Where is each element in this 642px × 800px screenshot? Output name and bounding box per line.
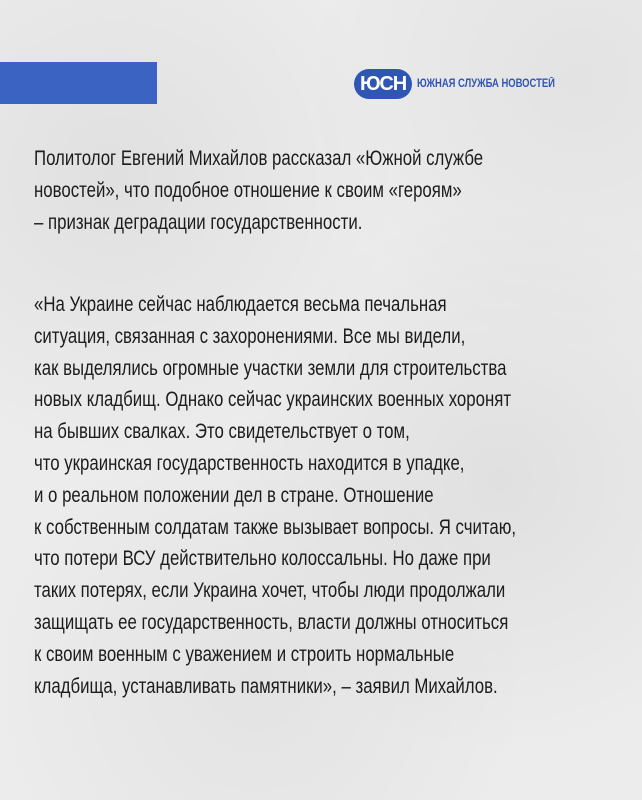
text-line: к своим военным с уважением и строить нормальные: [34, 642, 455, 666]
brand-abbr-badge: ЮСН: [354, 69, 412, 99]
text-line: что потери ВСУ действительно колоссальны. Но даже при: [34, 547, 491, 571]
text-line: кладбища, устанавливать памятники», – заявил Михайлов.: [34, 674, 498, 698]
text-line: Политолог Евгений Михайлов рассказал «Южной службе: [34, 147, 484, 170]
text-line: новых кладбищ. Однако сейчас украинских военных хоронят: [34, 388, 512, 412]
text-line: на бывших свалках. Это свидетельствует о том,: [34, 420, 410, 444]
accent-bar: [0, 62, 157, 104]
quote-paragraph: [34, 289, 516, 702]
text-line: что украинская государственность находится в упадке,: [34, 451, 465, 475]
text-line: – признак деградации государственности.: [34, 210, 363, 234]
text-line: новостей», что подобное отношение к своим «героям»: [34, 178, 462, 202]
text-line: ситуация, связанная с захоронениями. Все мы видели,: [34, 324, 466, 348]
intro-paragraph: [34, 143, 483, 238]
text-line: защищать ее государственность, власти должны относиться: [34, 610, 509, 634]
text-line: и о реальном положении дел в стране. Отношение: [34, 483, 434, 507]
brand-name: ЮЖНАЯ СЛУЖБА НОВОСТЕЙ: [417, 78, 556, 90]
text-line: «На Украине сейчас наблюдается весьма печальная: [34, 293, 447, 316]
text-line: таких потерях, если Украина хочет, чтобы люди продолжали: [34, 579, 506, 603]
brand-logo: [354, 68, 585, 100]
text-line: к собственным солдатам также вызывает вопросы. Я считаю,: [34, 515, 517, 539]
text-line: как выделялись огромные участки земли для строительства: [34, 356, 507, 380]
